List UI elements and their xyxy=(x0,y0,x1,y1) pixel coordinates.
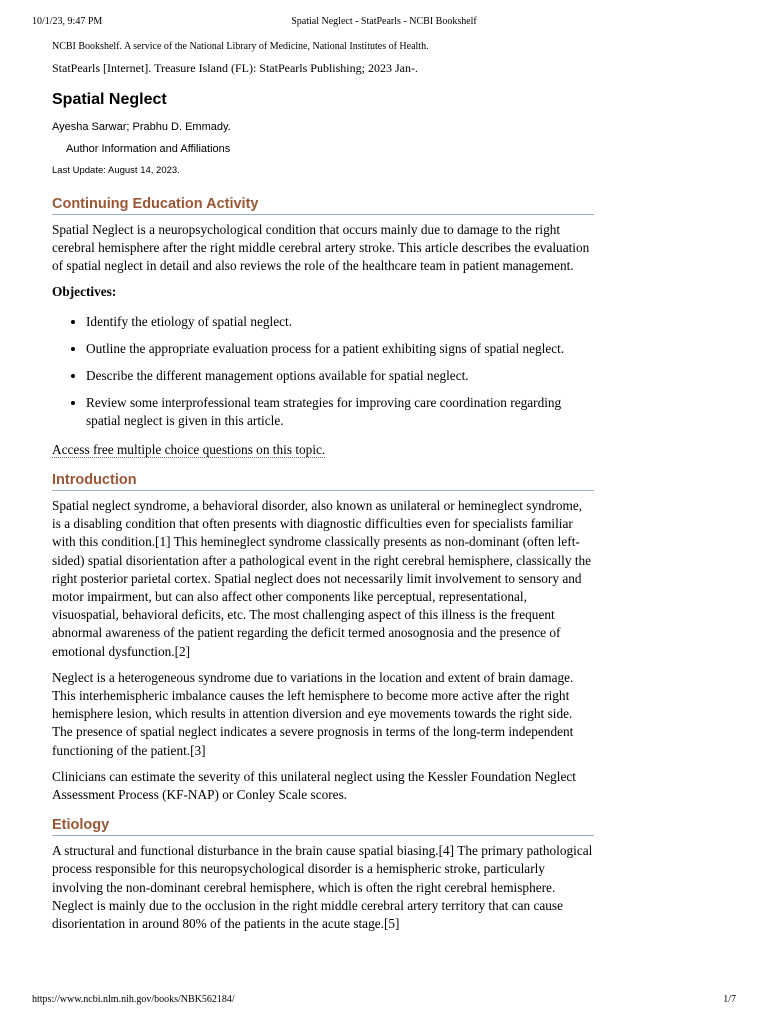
print-page-title: Spatial Neglect - StatPearls - NCBI Bookshelf xyxy=(291,16,477,27)
article-content xyxy=(52,40,594,933)
ce-summary: Spatial Neglect is a neuropsychological condition that occurs mainly due to damage to the right cerebral hemisphere after the right middle cerebral artery stroke. This article describes the evaluation of spatial neglect in detail and also reviews the role of the healthcare team in patient management. xyxy=(52,222,590,274)
article-title: Spatial Neglect xyxy=(52,91,167,108)
objective-item: • Identify the etiology of spatial neglect. xyxy=(86,313,594,331)
section-heading-introduction: Introduction xyxy=(52,471,594,491)
intro-paragraph-1: Spatial neglect syndrome, a behavioral disorder, also known as unilateral or hemineglect syndrome, is a disabling condition that often presents with diagnostic difficulties even for specialists familiar with this condition.[1] This hemineglect syndrome classically presents as non-dominant (often left-sided) spatial disorientation after a pathological event in the right cerebral hemisphere, classically the right posterior parietal cortex. Spatial neglect does not necessarily limit involvement to sensory and motor impairment, but can also affect other components like perceptual, representational, visuospatial, behavioral deficits, etc. The most challenging aspect of this illness is the frequent abnormal awareness of the patient regarding the deficit termed anosognosia and the presence of emotional dysfunction.[2] xyxy=(52,498,592,659)
etiology-paragraph-1: A structural and functional disturbance in the brain cause spatial biasing.[4] The primary pathological process responsible for this neuropsychological disorder is a hemispheric stroke, particularly involving the non-dominant cerebral hemisphere, which is often the right cerebral hemisphere. Neglect is mainly due to the occlusion in the right middle cerebral artery territory that can cause disorientation in around 80% of the patients in the acute stage.[5] xyxy=(52,843,593,932)
print-header xyxy=(32,16,736,30)
intro-paragraph-3: Clinicians can estimate the severity of this unilateral neglect using the Kessler Foundation Neglect Assessment Process (KF-NAP) or Conley Scale scores. xyxy=(52,768,576,803)
access-questions-paragraph xyxy=(52,441,594,459)
objective-item: • Outline the appropriate evaluation process for a patient exhibiting signs of spatial neglect. xyxy=(86,340,594,358)
author-affiliations-link[interactable]: Author Information and Affiliations xyxy=(66,143,231,155)
last-update: Last Update: August 14, 2023. xyxy=(52,165,180,176)
intro-paragraph-2: Neglect is a heterogeneous syndrome due to variations in the location and extent of brain damage. This interhemispheric imbalance causes the left hemisphere to become more active after the right hemisphere lesion, which results in attention diversion and eye movements towards the right side. The presence of spatial neglect indicates a severe prognosis in terms of the long-term independent functioning of the patient.[3] xyxy=(52,669,574,758)
print-footer xyxy=(32,994,736,1008)
authors: Ayesha Sarwar; Prabhu D. Emmady. xyxy=(52,121,231,133)
bookshelf-attribution: NCBI Bookshelf. A service of the National Library of Medicine, National Institutes of Health. xyxy=(52,41,429,52)
objective-item: • Describe the different management options available for spatial neglect. xyxy=(86,367,594,385)
print-url: https://www.ncbi.nlm.nih.gov/books/NBK562184/ xyxy=(32,994,235,1005)
section-heading-etiology: Etiology xyxy=(52,816,594,836)
section-heading-ce-activity: Continuing Education Activity xyxy=(52,195,594,215)
objectives-label: Objectives: xyxy=(52,283,117,299)
citation: StatPearls [Internet]. Treasure Island (FL): StatPearls Publishing; 2023 Jan-. xyxy=(52,61,418,75)
print-timestamp: 10/1/23, 9:47 PM xyxy=(32,16,103,27)
print-page-number: 1/7 xyxy=(723,994,736,1005)
objective-item: • Review some interprofessional team strategies for improving care coordination regarding spatial neglect is given in this article. xyxy=(86,394,594,430)
access-questions-link[interactable]: Access free multiple choice questions on this topic. xyxy=(52,442,326,458)
objectives-list xyxy=(52,313,594,430)
